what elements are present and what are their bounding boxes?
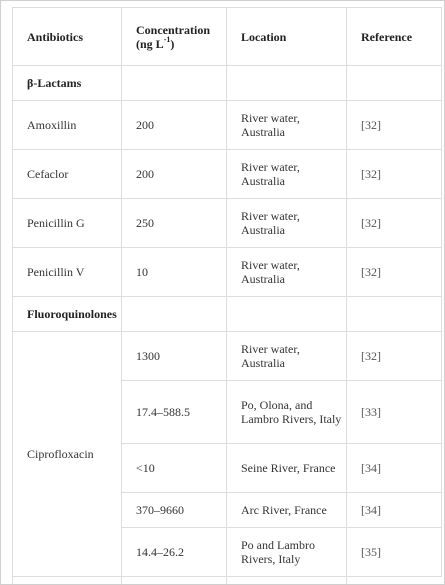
cell-location: Arc River, France — [227, 493, 347, 528]
table-row — [13, 248, 442, 297]
header-antibiotics: Antibiotics — [13, 8, 122, 66]
table-row — [13, 199, 442, 248]
cell-concentration: 1300 — [122, 332, 227, 381]
cell-concentration: 14.4–26.2 — [122, 528, 227, 577]
cell-antibiotic-ciprofloxacin: Ciprofloxacin — [13, 332, 122, 577]
header-reference: Reference — [347, 8, 442, 66]
cell-reference: [34] — [347, 493, 442, 528]
table-row-partial — [13, 577, 442, 585]
cell-concentration: 17.4–588.5 — [122, 381, 227, 444]
table-row — [13, 332, 442, 381]
cell-antibiotic: Penicillin G — [13, 199, 122, 248]
cell-concentration: 200 — [122, 101, 227, 150]
cell-location: River water, Australia — [227, 150, 347, 199]
cell-location: River water, Australia — [227, 332, 347, 381]
cell-location: Po and Lambro Rivers, Italy — [227, 528, 347, 577]
group-row-beta-lactams — [13, 66, 442, 101]
table-header-row — [13, 8, 442, 66]
cell-concentration: 10 — [122, 248, 227, 297]
cell-concentration: 200 — [122, 150, 227, 199]
cell-antibiotic: Penicillin V — [13, 248, 122, 297]
table-row — [13, 150, 442, 199]
cell-reference: [33] — [347, 381, 442, 444]
cell-location: River water, Australia — [227, 248, 347, 297]
header-concentration-sup: -1 — [163, 34, 171, 44]
cell-concentration: 370–9660 — [122, 493, 227, 528]
cell-location: Seine River, France — [227, 444, 347, 493]
cell-reference: [32] — [347, 199, 442, 248]
table-row — [13, 101, 442, 150]
cell-reference: [32] — [347, 248, 442, 297]
cell-reference: [34] — [347, 444, 442, 493]
cell-location: River water, Australia — [227, 101, 347, 150]
cell-reference: [32] — [347, 101, 442, 150]
group-fluoroquinolones: Fluoroquinolones — [13, 297, 122, 332]
cell-concentration: <10 — [122, 444, 227, 493]
header-concentration-close: ) — [170, 36, 175, 51]
header-concentration-line2: (ng L — [136, 36, 164, 51]
antibiotics-table — [12, 7, 442, 585]
cell-reference: [32] — [347, 150, 442, 199]
cell-reference: [32] — [347, 332, 442, 381]
group-beta-lactams: β-Lactams — [13, 66, 122, 101]
header-concentration — [122, 8, 227, 66]
header-location: Location — [227, 8, 347, 66]
group-row-fluoroquinolones — [13, 297, 442, 332]
cell-antibiotic: Cefaclor — [13, 150, 122, 199]
cell-concentration: 250 — [122, 199, 227, 248]
cell-location: Po, Olona, and Lambro Rivers, Italy — [227, 381, 347, 444]
header-concentration-line1: Concentration — [136, 22, 210, 37]
cell-location: River water, Australia — [227, 199, 347, 248]
cell-reference: [35] — [347, 528, 442, 577]
cell-antibiotic: Amoxillin — [13, 101, 122, 150]
